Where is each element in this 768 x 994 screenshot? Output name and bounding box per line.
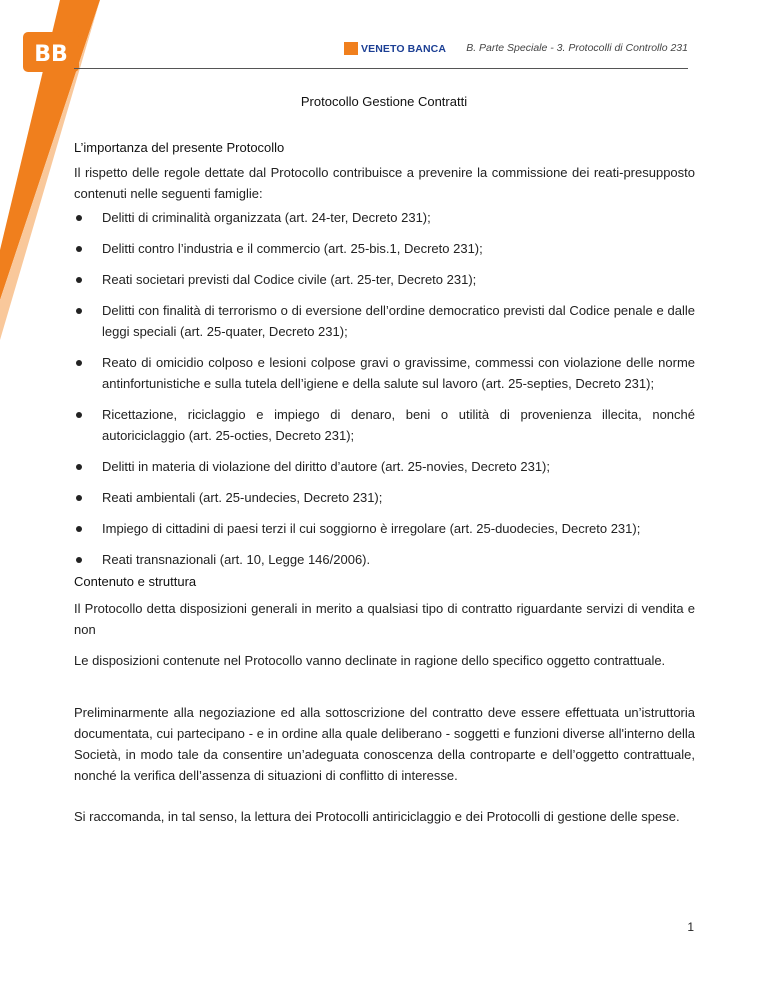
list-item: Delitti con finalità di terrorismo o di eversione dell’ordine democratico previsti dal Codice penale e dalle leggi speciali (art. 25-quater, Decreto 231); [74, 300, 695, 342]
list-item: Impiego di cittadini di paesi terzi il cui soggiorno è irregolare (art. 25-duodecies, Decreto 231); [74, 518, 695, 539]
list-item: Ricettazione, riciclaggio e impiego di denaro, beni o utilità di provenienza illecita, nonché autoriciclaggio (art. 25-octies, Decreto 231); [74, 404, 695, 446]
bullet-icon [76, 360, 82, 366]
section-heading-importance: L’importanza del presente Protocollo [74, 140, 285, 155]
page-header [74, 40, 688, 80]
bullet-icon [76, 308, 82, 314]
bullet-icon [76, 495, 82, 501]
list-item: Reato di omicidio colposo e lesioni colpose gravi o gravissime, commessi con violazione delle norme antinfortunistiche e sulla tutela dell’igiene e della salute sul lavoro (art. 25-septies, Decreto 231); [74, 352, 695, 394]
list-item: Delitti di criminalità organizzata (art. 24-ter, Decreto 231); [74, 207, 695, 228]
bullet-icon [76, 215, 82, 221]
section-heading-content: Contenuto e struttura [74, 574, 197, 589]
svg-text:BB: BB [34, 42, 68, 67]
bullet-icon [76, 526, 82, 532]
veneto-banca-mark-icon [344, 42, 358, 55]
list-item: Delitti in materia di violazione del diritto d’autore (art. 25-novies, Decreto 231); [74, 456, 695, 477]
bullet-icon [76, 464, 82, 470]
document-title: Protocollo Gestione Contratti [300, 94, 468, 109]
veneto-banca-logo [344, 42, 446, 55]
list-item: Reati societari previsti dal Codice civile (art. 25-ter, Decreto 231); [74, 269, 695, 290]
content-paragraph: Le disposizioni contenute nel Protocollo vanno declinate in ragione dello specifico oggetto contrattuale. [74, 653, 666, 668]
content-paragraph: Si raccomanda, in tal senso, la lettura dei Protocolli antiriciclaggio e dei Protocolli di gestione delle spese. [74, 809, 680, 824]
offense-list [74, 207, 695, 580]
header-divider [74, 68, 688, 69]
bank-name: VENETO BANCA [361, 42, 447, 55]
bullet-icon [76, 246, 82, 252]
list-item: Reati transnazionali (art. 10, Legge 146/2006). [74, 549, 695, 570]
list-item: Reati ambientali (art. 25-undecies, Decreto 231); [74, 487, 695, 508]
content-paragraph: Preliminarmente alla negoziazione ed alla sottoscrizione del contratto deve essere effettuata un’istruttoria documentata, cui partecipano - e in ordine alla quale deliberano - soggetti e funzioni diverse all'interno della Società, in modo tale da consentire un’adeguata conoscenza della controparte e dell’oggetto contrattuale, nonché la verifica dell’assenza di situazioni di conflitto di interesse. [74, 705, 695, 783]
content-paragraph: Il Protocollo detta disposizioni generali in merito a qualsiasi tipo di contratto riguardante servizi di vendita e non [74, 601, 695, 637]
section-intro: Il rispetto delle regole dettate dal Protocollo contribuisce a prevenire la commissione dei reati-presupposto contenuti nelle seguenti famiglie: [74, 165, 695, 201]
bullet-icon [76, 412, 82, 418]
bank-emblem-logo [23, 32, 79, 72]
bullet-icon [76, 557, 82, 563]
header-section-title: B. Parte Speciale - 3. Protocolli di Controllo 231 [466, 42, 688, 54]
page-number: 1 [687, 920, 694, 934]
bullet-icon [76, 277, 82, 283]
list-item: Delitti contro l’industria e il commercio (art. 25-bis.1, Decreto 231); [74, 238, 695, 259]
